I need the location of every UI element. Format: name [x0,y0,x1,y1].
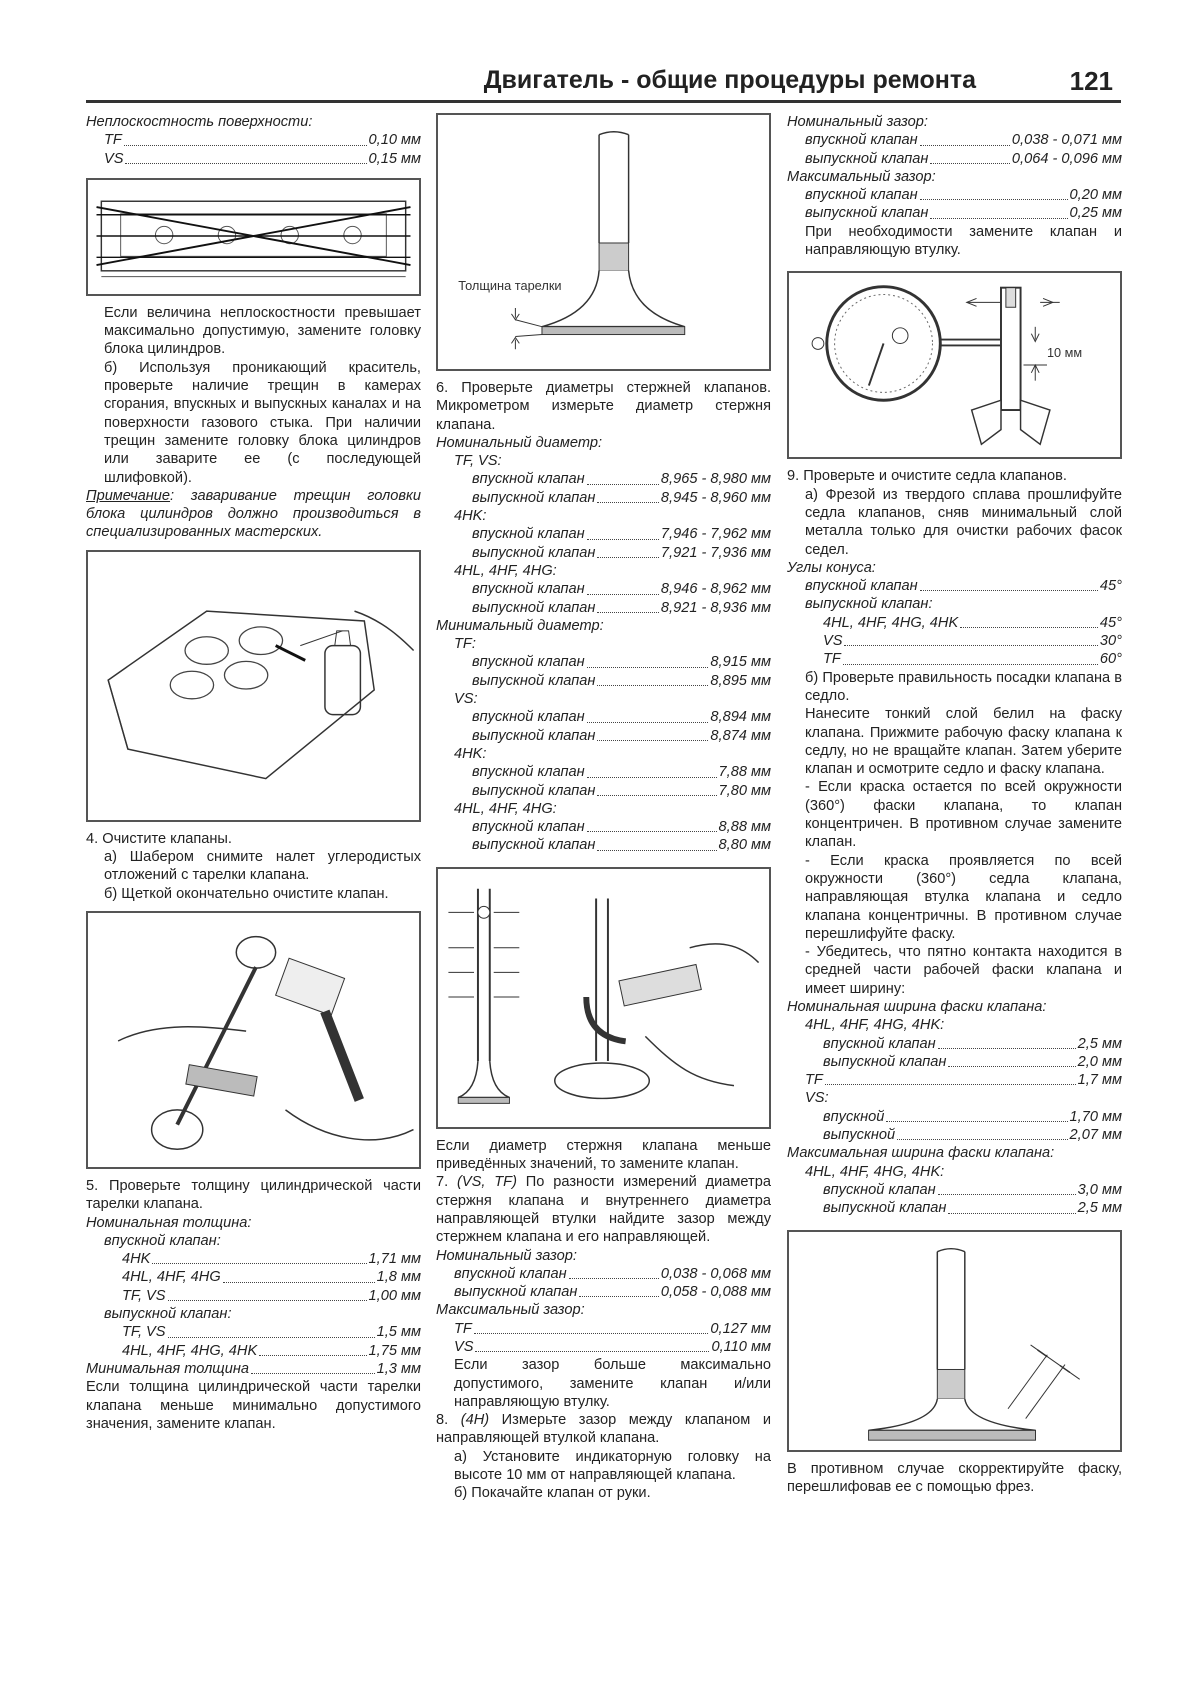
paragraph: В противном случае скорректируйте фаску, перешлифовав ее с помощью фрез. [787,1460,1122,1495]
valve-thickness-label: Толщина тарелки [458,278,562,294]
nominal-diameter-title: Номинальный диаметр: [436,434,603,451]
spec-row: VS 0,15 мм [104,150,421,167]
measure-10mm-label: 10 мм [1046,345,1083,361]
spec-row: впускной 1,70 мм [823,1108,1122,1125]
spec-row: впускной клапан 8,894 мм [472,709,771,726]
spec-row: выпускной клапан 0,058 - 0,088 мм [454,1284,771,1301]
nominal-gap-title: Номинальный зазор: [436,1247,577,1264]
nominal-thickness-title: Номинальная толщина: [86,1214,252,1231]
paragraph: При необходимости замените клапан и направляющую втулку. [805,223,1122,259]
cylinder-head-dye-figure [86,550,421,822]
spec-row: 4HK 1,71 мм [122,1251,421,1268]
valve-cleaning-figure [86,911,421,1169]
spec-row: впускной клапан 8,915 мм [472,654,771,671]
spec-row: впускной клапан 8,946 - 8,962 мм [472,581,771,598]
page-number: 121 [1069,66,1113,96]
paragraph: Если величина неплоскостности превышает максимально допустимую, замените головку блока цилиндров. [104,304,421,358]
bullet: - Если краска проявляется по всей окружности (360°) седла клапана, направляющая втулка клапана и седло клапана концентричны. В противном случае перешлифуйте фаску. [805,852,1122,942]
max-gap-title: Максимальный зазор: [787,168,936,185]
column-1 [86,113,421,1433]
spec-row: 4HL, 4HF, 4HG, 4HK 1,75 мм [122,1342,421,1359]
nominal-gap-title: Номинальный зазор: [787,114,928,130]
valve-stem-micrometer-figure [436,867,771,1129]
step-8a: а) Установите индикаторную головку на высоте 10 мм от направляющей клапана. [454,1448,771,1484]
spec-row: 4HL, 4HF, 4HG, 4HK 45° [823,614,1122,631]
spec-row: выпускной 2,07 мм [823,1127,1122,1144]
paragraph: Если толщина цилиндрической части тарелки клапана меньше минимально допустимого значения, замените клапан. [86,1379,421,1432]
spec-row: TF 0,10 мм [104,132,421,149]
spec-row: VS 0,110 мм [454,1338,771,1355]
engine-group: VS: [454,691,478,708]
spec-row: 4HL, 4HF, 4HG 1,8 мм [122,1269,421,1286]
engine-group: 4HK: [454,745,487,762]
step-7: 7. (VS, TF) По разности измерений диаметра стержня клапана и внутреннего диаметра направляющей втулки найдите зазор между стержнем клапана и его направляющей. [436,1174,771,1246]
engine-group: TF, VS: [454,453,502,470]
step-4: 4. Очистите клапаны. [86,830,232,847]
step-9a: а) Фрезой из твердого сплава прошлифуйте седла клапанов, сняв минимальный слой металла только для очистки рабочих фасок седел. [805,486,1122,558]
step-4a: а) Шабером снимите налет углеродистых отложений с тарелки клапана. [104,849,421,884]
note: Примечание: заваривание трещин головки блока цилиндров должно производиться в специализированных мастерских. [86,487,421,541]
spec-row: выпускной клапан 8,895 мм [472,672,771,689]
spec-row: TF 60° [823,651,1122,668]
spec-row: впускной клапан 2,5 мм [823,1035,1122,1052]
exhaust-label: выпускной клапан: [104,1306,232,1323]
engine-group: VS: [805,1090,829,1107]
spec-row: TF 0,127 мм [454,1320,771,1337]
spec-row: впускной клапан 8,965 - 8,980 мм [472,471,771,488]
engine-group: 4HK: [454,508,487,525]
spec-row: выпускной клапан 2,0 мм [823,1053,1122,1070]
spec-row: впускной клапан 7,946 - 7,962 мм [472,526,771,543]
spec-row: выпускной клапан 2,5 мм [823,1200,1122,1217]
spec-row: выпускной клапан 8,921 - 8,936 мм [472,599,771,616]
step-8: 8. (4H) Измерьте зазор между клапаном и направляющей втулкой клапана. [436,1412,771,1447]
spec-row: выпускной клапан 0,064 - 0,096 мм [805,150,1122,167]
spec-row: впускной клапан 0,038 - 0,068 мм [454,1265,771,1282]
spec-row: впускной клапан 45° [805,578,1122,595]
column-2 [436,113,771,1503]
step-9b: б) Проверьте правильность посадки клапана в седло. [805,669,1122,704]
engine-group: TF: [454,636,476,653]
spec-row: впускной клапан 7,88 мм [472,764,771,781]
paragraph: Если зазор больше максимально допустимого, замените клапан и/или направляющую втулку. [454,1357,771,1410]
spec-row: выпускной клапан 7,80 мм [472,782,771,799]
cone-angles-title: Углы конуса: [787,559,876,576]
paragraph: Если диаметр стержня клапана меньше приведённых значений, то замените клапан. [436,1137,771,1173]
spec-row: выпускной клапан 8,945 - 8,960 мм [472,489,771,506]
spec-row: Минимальная толщина 1,3 мм [86,1360,421,1377]
spec-row: TF, VS 1,00 мм [122,1287,421,1304]
step-9: 9. Проверьте и очистите седла клапанов. [787,468,1067,485]
paragraph: Нанесите тонкий слой белил на фаску клапана. Прижмите рабочую фаску клапана к седлу, но не вращайте клапан. Затем уберите клапан и осмотрите седло и фаску клапана. [805,706,1122,778]
page-title: Двигатель - общие процедуры ремонта [483,66,976,94]
spec-row: выпускной клапан 7,921 - 7,936 мм [472,544,771,561]
column-3 [787,113,1122,1496]
dial-indicator-figure [787,271,1122,459]
spec-row: выпускной клапан 8,80 мм [472,837,771,854]
bullet: - Убедитесь, что пятно контакта находится в средней части рабочей фаски клапана и имеет ширину: [805,944,1122,997]
step-6: 6. Проверьте диаметры стержней клапанов. Микрометром измерьте диаметр стержня клапана. [436,380,771,433]
spec-row: TF 1,7 мм [805,1072,1122,1089]
spec-row: впускной клапан 3,0 мм [823,1181,1122,1198]
spec-row: выпускной клапан 8,874 мм [472,727,771,744]
flatness-title: Неплоскостность поверхности: [86,114,313,130]
engine-group: 4HL, 4HF, 4HG: [454,800,557,817]
cylinder-head-flatness-figure [86,178,421,296]
valve-head-thickness-figure [436,113,771,371]
step-8b: б) Покачайте клапан от руки. [454,1485,651,1502]
spec-row: TF, VS 1,5 мм [122,1324,421,1341]
spec-row: впускной клапан 0,038 - 0,071 мм [805,132,1122,149]
max-width-title: Максимальная ширина фаски клапана: [787,1145,1055,1162]
intake-label: впускной клапан: [104,1232,221,1249]
bullet: - Если краска остается по всей окружности (360°) фаски клапана, то клапан концентричен. В противном случае замените клапан. [805,779,1122,851]
engine-group: 4HL, 4HF, 4HG, 4HK: [805,1017,945,1034]
valve-face-width-figure [787,1230,1122,1452]
engine-group: 4HL, 4HF, 4HG: [454,562,557,579]
spec-row: впускной клапан 0,20 мм [805,187,1122,204]
step-4b: б) Щеткой окончательно очистите клапан. [104,885,389,902]
spec-row: VS 30° [823,633,1122,650]
step-5: 5. Проверьте толщину цилиндрической части тарелки клапана. [86,1177,421,1213]
spec-row: впускной клапан 8,88 мм [472,819,771,836]
engine-group: 4HL, 4HF, 4HG, 4HK: [805,1163,945,1180]
minimum-diameter-title: Минимальный диаметр: [436,617,604,634]
max-gap-title: Максимальный зазор: [436,1302,585,1319]
paragraph: б) Используя проникающий краситель, проверьте наличие трещин в камерах сгорания, впускных и выпускных каналах и на поверхности газового стыка. При наличии трещин замените головку блока цилиндров или заварите ее (с последующей шлифовкой). [104,359,421,486]
nominal-width-title: Номинальная ширина фаски клапана: [787,998,1047,1015]
exhaust-label: выпускной клапан: [805,596,933,613]
spec-row: выпускной клапан 0,25 мм [805,205,1122,222]
page-header [86,60,1121,103]
